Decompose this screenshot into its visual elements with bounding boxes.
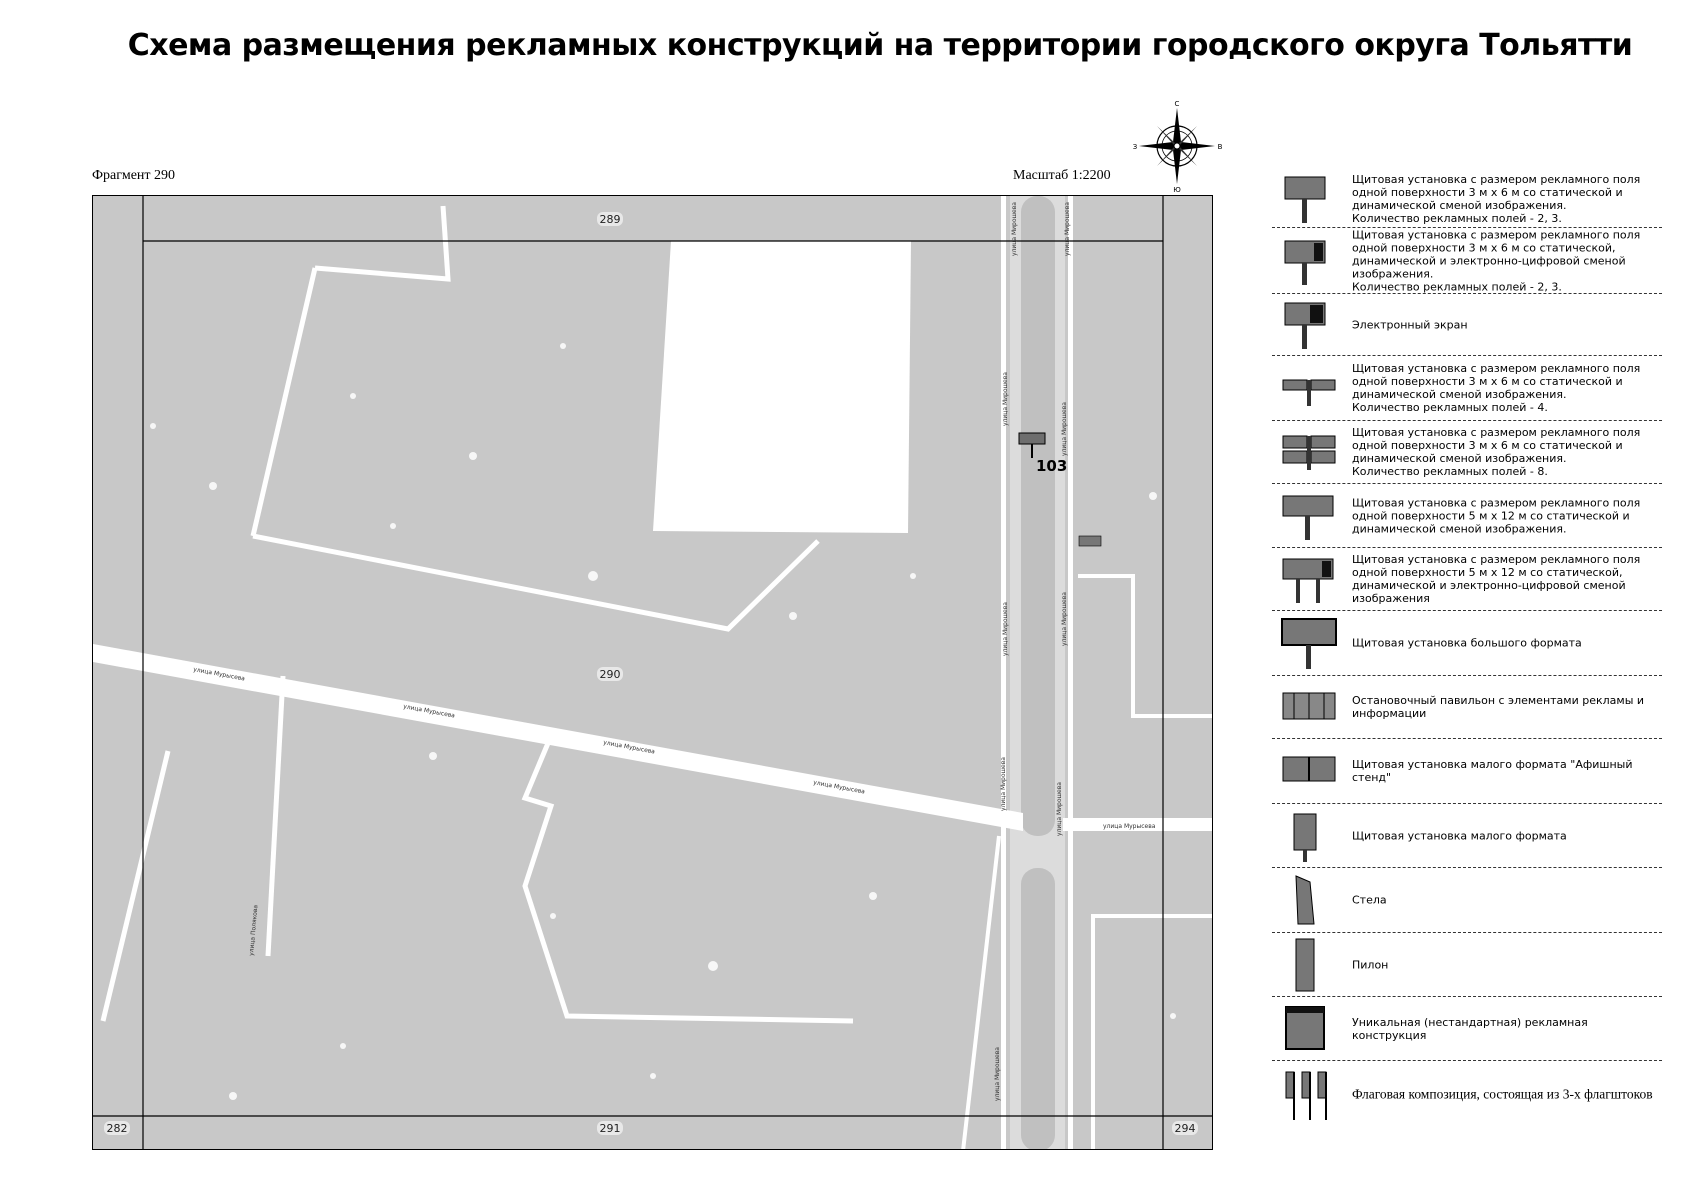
small-format-billboard-icon bbox=[1280, 808, 1338, 864]
poster-stand-icon bbox=[1280, 743, 1338, 799]
sheet-label-294: 294 bbox=[1174, 1122, 1196, 1135]
scale-label: Масштаб 1:2200 bbox=[1013, 168, 1111, 183]
street-label: улица Мирошева bbox=[1056, 782, 1063, 836]
billboard-5x12-icon bbox=[1280, 488, 1338, 544]
legend-item: Щитовая установка с размером рекламного поля одной поверхности 3 м х 6 м со статической и динамической сменой изображения. Количество рекламных полей - 2, 3. bbox=[1272, 170, 1662, 228]
sheet-label-289: 289 bbox=[599, 213, 621, 226]
unique-construction-icon bbox=[1280, 1001, 1338, 1057]
legend bbox=[1272, 170, 1662, 1127]
legend-item: Щитовая установка с размером рекламного поля одной поверхности 5 м х 12 м со статической, динамической и электронно-цифровой сменой изображения bbox=[1272, 548, 1662, 611]
legend-item: Щитовая установка с размером рекламного поля одной поверхности 3 м х 6 м со статической, динамической и электронно-цифровой сменой изображения. Количество рекламных полей - 2, 3. bbox=[1272, 228, 1662, 294]
street-label: улица Мирошева bbox=[1002, 372, 1009, 426]
legend-item: Щитовая установка большого формата bbox=[1272, 611, 1662, 676]
billboard-digital-icon bbox=[1280, 233, 1338, 289]
large-format-billboard-icon bbox=[1280, 615, 1338, 671]
bus-stop-marker-icon bbox=[1079, 536, 1101, 546]
street-label: улица Мурысева bbox=[602, 739, 656, 756]
billboard-four-fields-icon bbox=[1280, 360, 1338, 416]
street-label: улица Мирошева bbox=[1061, 402, 1068, 456]
legend-item: Щитовая установка с размером рекламного поля одной поверхности 5 м х 12 м со статической и динамической сменой изображения. bbox=[1272, 484, 1662, 548]
street-label: улица Мирошева bbox=[994, 1047, 1001, 1101]
pylon-icon bbox=[1280, 937, 1338, 993]
legend-item: Электронный экран bbox=[1272, 294, 1662, 356]
billboard-eight-fields-icon bbox=[1280, 424, 1338, 480]
street-label: улица Мурысева bbox=[402, 703, 456, 720]
compass-rose-icon bbox=[1132, 100, 1222, 192]
legend-item: Щитовая установка малого формата "Афишный стенд" bbox=[1272, 739, 1662, 804]
compass-south: Ю bbox=[1173, 186, 1181, 192]
sheet-label-282: 282 bbox=[106, 1122, 128, 1135]
legend-item: Флаговая композиция, состоящая из 3-х флагштоков bbox=[1272, 1061, 1662, 1127]
map-fragment[interactable] bbox=[92, 195, 1213, 1150]
street-label: улица Мирошева bbox=[1002, 602, 1009, 656]
fragment-label: Фрагмент 290 bbox=[92, 168, 176, 183]
sheet-label-291: 291 bbox=[599, 1122, 621, 1135]
legend-item: Остановочный павильон с элементами рекламы и информации bbox=[1272, 676, 1662, 739]
page-title: Схема размещения рекламных конструкций на территории городского округа Тольятти bbox=[127, 28, 1633, 63]
bus-stop-pavilion-icon bbox=[1280, 679, 1338, 735]
street-label: улица Мирошева bbox=[1061, 592, 1068, 646]
stele-icon bbox=[1280, 872, 1338, 928]
compass-north: С bbox=[1174, 100, 1180, 108]
compass-east: В bbox=[1217, 143, 1222, 151]
street-label: улица Мурысева bbox=[812, 779, 866, 796]
electronic-screen-icon bbox=[1280, 297, 1338, 353]
billboard-static-dynamic-icon bbox=[1280, 171, 1338, 227]
legend-item: Уникальная (нестандартная) рекламная конструкция bbox=[1272, 997, 1662, 1061]
legend-item: Щитовая установка с размером рекламного поля одной поверхности 3 м х 6 м со статической и динамической сменой изображения. Количество рекламных полей - 8. bbox=[1272, 421, 1662, 484]
street-label: улица Полякова bbox=[248, 904, 260, 957]
sheet-label-290: 290 bbox=[599, 668, 621, 681]
legend-item: Щитовая установка с размером рекламного поля одной поверхности 3 м х 6 м со статической и динамической сменой изображения. Количество рекламных полей - 4. bbox=[1272, 356, 1662, 421]
billboard-5x12-digital-icon bbox=[1280, 551, 1338, 607]
street-label: улица Мурысева bbox=[1103, 823, 1156, 830]
street-label: улица Мурысева bbox=[192, 666, 246, 683]
street-label: улица Мирошева bbox=[1064, 202, 1071, 256]
legend-item: Стела bbox=[1272, 868, 1662, 933]
street-label: улица Мирошева bbox=[1000, 757, 1007, 811]
map-canvas bbox=[93, 196, 1213, 1150]
compass-west: З bbox=[1132, 143, 1138, 151]
flag-composition-icon bbox=[1280, 1066, 1338, 1122]
legend-item: Щитовая установка малого формата bbox=[1272, 804, 1662, 868]
legend-item: Пилон bbox=[1272, 933, 1662, 997]
construction-number: 103 bbox=[1036, 457, 1068, 475]
street-label: улица Мирошева bbox=[1011, 202, 1018, 256]
